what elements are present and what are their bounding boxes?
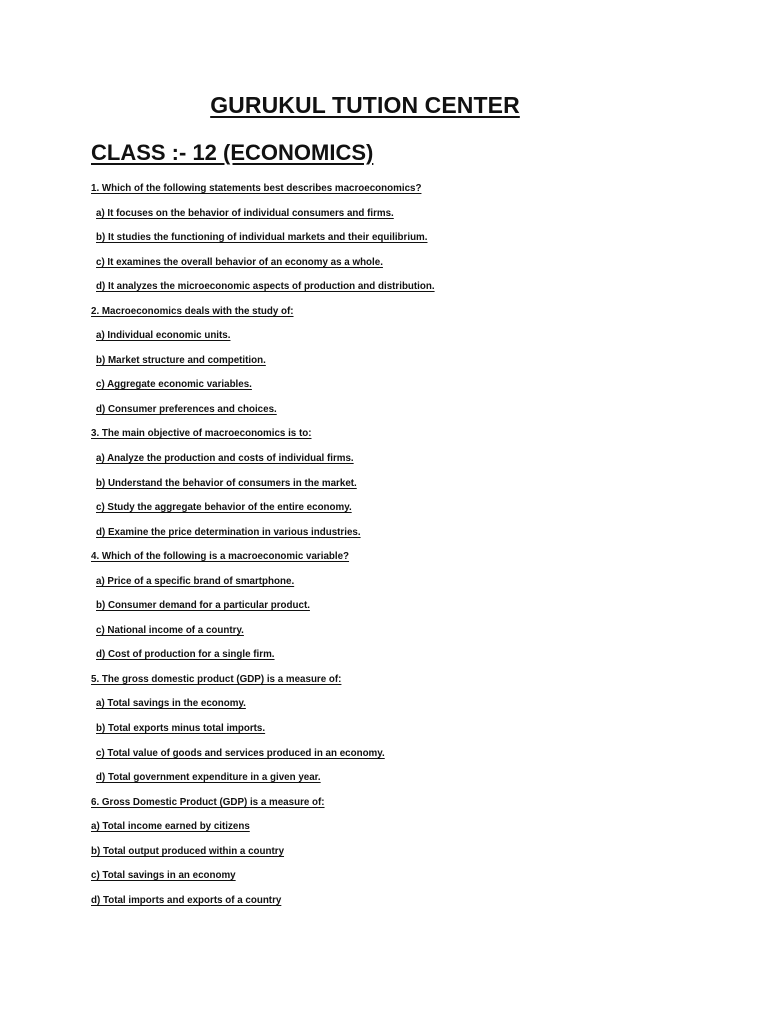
question-1-option-b: b) It studies the functioning of individual markets and their equilibrium. — [96, 232, 428, 244]
question-5-option-d: d) Total government expenditure in a given year. — [96, 772, 321, 784]
question-6-option-d: d) Total imports and exports of a country — [91, 894, 282, 906]
question-6-option-b: b) Total output produced within a country — [91, 845, 285, 857]
question-list — [91, 182, 731, 918]
question-4-option-d: d) Cost of production for a single firm. — [96, 649, 275, 661]
question-5-option-a: a) Total savings in the economy. — [96, 698, 246, 710]
question-3-option-d: d) Examine the price determination in various industries. — [96, 526, 361, 538]
question-3-option-b: b) Understand the behavior of consumers in the market. — [96, 477, 357, 489]
question-2: 2. Macroeconomics deals with the study of: — [91, 305, 294, 317]
question-2-option-a: a) Individual economic units. — [96, 330, 231, 342]
question-3-option-a: a) Analyze the production and costs of individual firms. — [96, 453, 354, 465]
question-1-option-c: c) It examines the overall behavior of an economy as a whole. — [96, 256, 383, 268]
question-6-option-a: a) Total income earned by citizens — [91, 821, 250, 833]
question-1-option-a: a) It focuses on the behavior of individual consumers and firms. — [96, 207, 394, 219]
question-4: 4. Which of the following is a macroeconomic variable? — [91, 551, 350, 563]
question-2-option-c: c) Aggregate economic variables. — [96, 379, 252, 391]
question-4-option-a: a) Price of a specific brand of smartphone. — [96, 575, 295, 587]
question-2-option-d: d) Consumer preferences and choices. — [96, 403, 277, 415]
question-1: 1. Which of the following statements best describes macroeconomics? — [91, 183, 422, 194]
page-title: GURUKUL TUTION CENTER — [210, 92, 520, 118]
question-1-option-d: d) It analyzes the microeconomic aspects of production and distribution. — [96, 281, 435, 293]
question-5: 5. The gross domestic product (GDP) is a measure of: — [91, 673, 342, 685]
class-heading: CLASS :- 12 (ECONOMICS) — [91, 140, 374, 165]
question-2-option-b: b) Market structure and competition. — [96, 354, 266, 366]
question-3: 3. The main objective of macroeconomics is to: — [91, 428, 312, 440]
question-6-option-c: c) Total savings in an economy — [91, 870, 236, 882]
question-6: 6. Gross Domestic Product (GDP) is a measure of: — [91, 796, 325, 808]
question-5-option-c: c) Total value of goods and services produced in an economy. — [96, 747, 385, 759]
question-3-option-c: c) Study the aggregate behavior of the entire economy. — [96, 502, 352, 514]
question-4-option-c: c) National income of a country. — [96, 624, 244, 636]
question-4-option-b: b) Consumer demand for a particular product. — [96, 600, 310, 612]
question-5-option-b: b) Total exports minus total imports. — [96, 723, 266, 735]
